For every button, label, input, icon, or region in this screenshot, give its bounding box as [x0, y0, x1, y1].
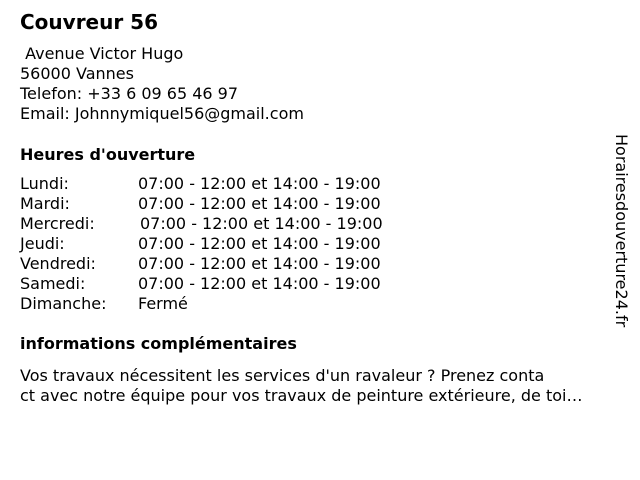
address-city: 56000 Vannes	[20, 64, 134, 83]
contact-block	[20, 44, 304, 124]
opening-time: Fermé	[138, 294, 188, 313]
info-line: ct avec notre équipe pour vos travaux de peinture extérieure, de toi…	[20, 386, 583, 405]
day-label: Jeudi:	[20, 234, 65, 253]
opening-time: 07:00 - 12:00 et 14:00 - 19:00	[138, 174, 381, 193]
day-label: Mercredi:	[20, 214, 95, 233]
day-label: Samedi:	[20, 274, 86, 293]
day-label: Lundi:	[20, 174, 69, 193]
phone-line: Telefon: +33 6 09 65 46 97	[20, 84, 239, 103]
info-description	[20, 366, 582, 406]
opening-time: 07:00 - 12:00 et 14:00 - 19:00	[138, 234, 381, 253]
hours-heading: Heures d'ouverture	[20, 145, 196, 164]
site-watermark: Horairesdouverture24.fr	[612, 134, 631, 328]
info-line: Vos travaux nécessitent les services d'un ravaleur ? Prenez conta	[20, 366, 545, 385]
day-label: Vendredi:	[20, 254, 96, 273]
opening-time: 07:00 - 12:00 et 14:00 - 19:00	[138, 254, 381, 273]
address-street: Avenue Victor Hugo	[20, 44, 184, 63]
info-heading: informations complémentaires	[20, 334, 297, 353]
opening-time: 07:00 - 12:00 et 14:00 - 19:00	[138, 274, 381, 293]
day-label: Mardi:	[20, 194, 70, 213]
business-name: Couvreur 56	[20, 10, 159, 34]
opening-time: 07:00 - 12:00 et 14:00 - 19:00	[140, 214, 383, 233]
opening-time: 07:00 - 12:00 et 14:00 - 19:00	[138, 194, 381, 213]
day-label: Dimanche:	[20, 294, 107, 313]
email-line: Email: Johnnymiquel56@gmail.com	[20, 104, 304, 123]
